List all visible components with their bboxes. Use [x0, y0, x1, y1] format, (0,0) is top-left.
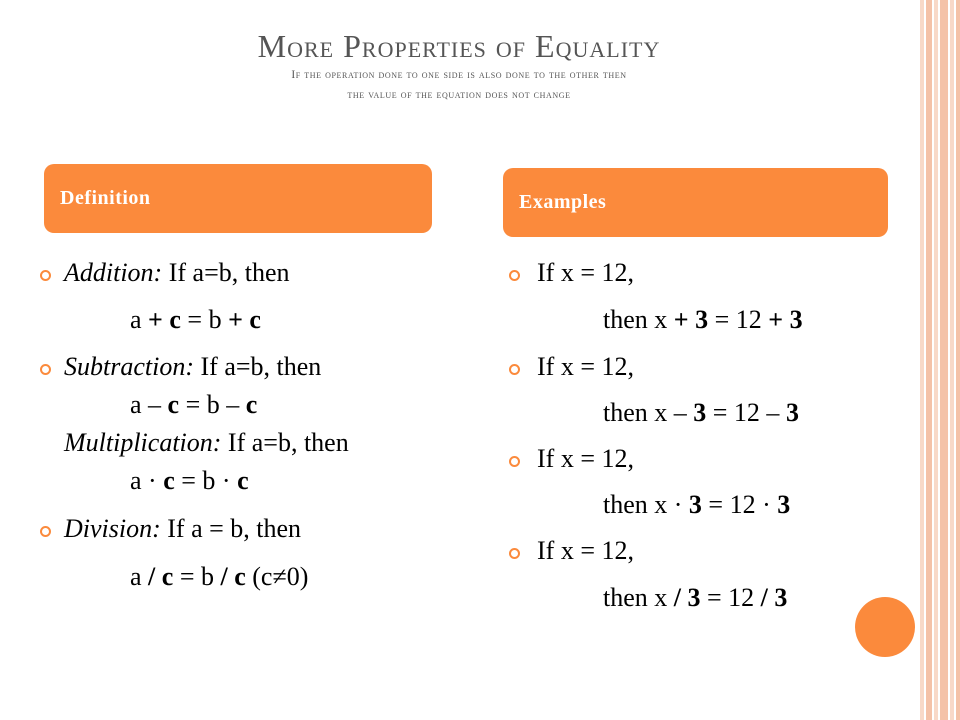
ex-part: then x –: [603, 398, 694, 427]
ex-op: + 3: [673, 305, 709, 334]
example-3-condition: If x = 12,: [537, 444, 634, 473]
eq-op: c: [245, 390, 258, 419]
stripe: [926, 0, 932, 720]
orange-ring-bullet-icon: [509, 456, 520, 467]
decorative-stripes: [920, 0, 960, 720]
multiplication-equation: [130, 466, 249, 496]
ex-part: = 12: [700, 583, 761, 612]
title-block: [0, 28, 918, 104]
addition-rule: [64, 258, 290, 288]
eq-part: = b –: [179, 390, 246, 419]
division-note: (c≠0): [245, 562, 309, 591]
subtitle-line-1: If the operation done to one side is also done to the other then: [291, 69, 627, 81]
ex-part: then x: [603, 305, 674, 334]
eq-op: c: [237, 466, 249, 495]
eq-part: a: [130, 305, 149, 334]
stripe: [950, 0, 954, 720]
division-rule: [64, 514, 301, 544]
example-4-condition: If x = 12,: [537, 536, 634, 565]
eq-part: a –: [130, 390, 168, 419]
division-label: Division:: [64, 514, 161, 543]
eq-op: / c: [220, 562, 246, 591]
stripe: [920, 0, 924, 720]
orange-ring-bullet-icon: [40, 364, 51, 375]
ex-op: 3: [688, 490, 702, 519]
orange-ring-bullet-icon: [509, 364, 520, 375]
ex-op: 3: [785, 398, 799, 427]
ex-op: 3: [777, 490, 791, 519]
example-1-result: [603, 305, 803, 335]
examples-header: [503, 168, 888, 237]
subtraction-equation: [130, 390, 257, 420]
addition-condition: If a=b, then: [162, 258, 290, 287]
ex-part: = 12 –: [706, 398, 786, 427]
stripe: [940, 0, 948, 720]
ex-op: 3: [693, 398, 707, 427]
examples-header-label: Examples: [519, 191, 607, 213]
definition-header-label: Definition: [60, 187, 151, 209]
eq-part: = b: [180, 305, 229, 334]
multiplication-label: Multiplication:: [64, 428, 222, 457]
example-2-condition: If x = 12,: [537, 352, 634, 381]
division-condition: If a = b, then: [160, 514, 302, 543]
eq-op: c: [163, 466, 175, 495]
subtraction-condition: If a=b, then: [194, 352, 322, 381]
ex-part: then x: [603, 583, 674, 612]
ex-op: / 3: [673, 583, 701, 612]
eq-op: + c: [228, 305, 261, 334]
ex-part: then x ·: [603, 490, 689, 519]
stripe: [956, 0, 960, 720]
addition-equation: [130, 305, 261, 335]
example-4-result: [603, 583, 787, 613]
subtitle-line-2: the value of the equation does not change: [347, 89, 571, 101]
multiplication-rule: [64, 428, 349, 458]
stripe: [934, 0, 938, 720]
ex-part: = 12 ·: [701, 490, 778, 519]
page-title: More Properties of Equality: [257, 28, 661, 64]
definition-header: [44, 164, 432, 233]
division-equation: [130, 562, 308, 592]
multiplication-condition: If a=b, then: [221, 428, 349, 457]
eq-op: + c: [148, 305, 181, 334]
subtraction-rule: [64, 352, 321, 382]
orange-ring-bullet-icon: [509, 270, 520, 281]
example-3-result: [603, 490, 790, 520]
example-1-condition: If x = 12,: [537, 258, 634, 287]
eq-part: a: [130, 562, 149, 591]
ex-op: + 3: [768, 305, 803, 334]
orange-ring-bullet-icon: [40, 526, 51, 537]
eq-op: c: [167, 390, 180, 419]
ex-op: / 3: [760, 583, 788, 612]
eq-part: = b: [173, 562, 221, 591]
eq-part: = b ·: [174, 466, 238, 495]
eq-part: a ·: [130, 466, 164, 495]
addition-label: Addition:: [64, 258, 163, 287]
ex-part: = 12: [708, 305, 769, 334]
orange-ring-bullet-icon: [509, 548, 520, 559]
subtraction-label: Subtraction:: [64, 352, 194, 381]
eq-op: / c: [148, 562, 174, 591]
example-2-result: [603, 398, 799, 428]
orange-ring-bullet-icon: [40, 270, 51, 281]
orange-circle-decoration: [855, 597, 915, 657]
